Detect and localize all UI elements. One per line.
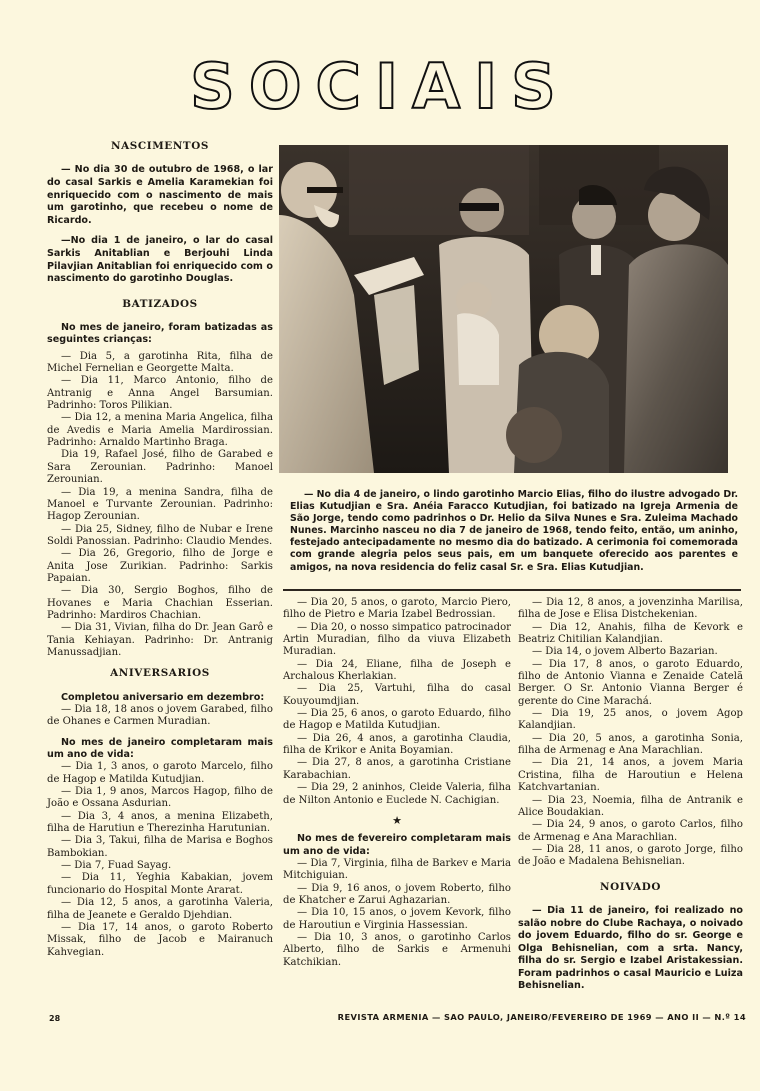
nascimento-item: — No dia 30 de outubro de 1968, o lar do casal Sarkis e Amelia Karamekian foi enriquecido com o nascimento de mais um garotinho, que recebeu o nome de Ricardo. [47,164,273,226]
aniversario-item: — Dia 7, Fuad Sayag. [61,860,172,872]
aniversario-item: — Dia 18, 18 anos o jovem Garabed, filho de Ohanes e Carmen Muradian. [47,704,273,728]
aniversario-item: — Dia 10, 15 anos, o jovem Kevork, filho de Haroutiun e Virginia Hassessian. [283,907,511,931]
batizado-item: — Dia 26, Gregorio, filho de Jorge e Anita Jose Zurikian. Padrinho: Sarkis Papaian. [47,548,273,584]
baptism-photo-illustration [279,145,728,473]
section-heading-aniversarios: ANIVERSARIOS [110,667,210,680]
batizado-item: — Dia 5, a garotinha Rita, filha de Michel Fernelian e Georgette Malta. [47,350,273,375]
photo-caption-text: — No dia 4 de janeiro, o lindo garotinho Marcio Elias, filho do ilustre advogado Dr. Elias Kutudjian e Sra. Anéia Faracco Kutudjian, foi batizado na Igreja Armenia de São Jorge, tendo como padrinhos o Dr. Helio da Silva Nunes e Sra. Zuleima Machado Nunes. Marcinho nasceu no dia 7 de janeiro de 1968, tendo feito, então, um aninho, festejado antecipadamente no mesmo dia do batizado. A cerimonia foi comemorada com grande alegria pelos seus pais, em um banquete oferecido aos parentes e amigos, na nova residencia do feliz casal Sr. e Sra. Elias Kutudjian. [290,489,738,573]
batizado-item: — Dia 19, a menina Sandra, filha de Manoel e Turvante Zerounian. Padrinho: Hagop Zerounian. [47,486,273,523]
aniversario-item: — Dia 20, 5 anos, o garoto, Marcio Piero, filho de Pietro e Maria Izabel Bedrossian. [283,597,511,621]
nascimento-item: —No dia 1 de janeiro, o lar do casal Sarkis Anitablian e Berjouhi Linda Pilavjian Anitablian foi enriquecido com o nascimento do garotinho Douglas. [47,235,273,285]
photo-caption [290,489,738,574]
aniversarios-fevereiro-lead: No mes de fevereiro completaram mais um ano de vida: [283,833,511,857]
batizado-item: — Dia 12, a menina Maria Angelica, filha de Avedis e Maria Amelia Mardirossian. Padrinho: Arnaldo Martinho Braga. [47,412,273,449]
section-heading-nascimentos: NASCIMENTOS [111,140,209,152]
aniversario-item: — Dia 3, Takui, filha de Marisa e Boghos Bambokian. [47,835,273,859]
aniversario-item: — Dia 10, 3 anos, o garotinho Carlos Alberto, filho de Sarkis e Armenuhi Katchikian. [283,931,511,968]
aniversario-item: — Dia 21, 14 anos, a jovem Maria Cristina, filha de Haroutiun e Helena Katchvartanian. [518,757,743,794]
aniversario-item: — Dia 19, 25 anos, o jovem Agop Kalandjian. [518,708,743,732]
aniversario-item: — Dia 11, Yeghia Kabakian, jovem funcionario do Hospital Monte Ararat. [47,872,273,896]
aniversario-item: — Dia 26, 4 anos, a garotinha Claudia, filha de Krikor e Anita Boyamian. [283,732,511,757]
aniversario-item: — Dia 23, Noemia, filha de Antranik e Alice Boudakian. [518,794,743,818]
aniversario-item: — Dia 24, Eliane, filha de Joseph e Archalous Kherlakian. [283,658,511,683]
section-heading-noivado: NOIVADO [600,880,661,893]
batizado-item: — Dia 31, Vivian, filha do Dr. Jean Garô e Tania Kehiayan. Padrinho: Dr. Antranig Manussadjian. [47,622,273,658]
aniversario-item: — Dia 17, 14 anos, o garoto Roberto Missak, filho de Jacob e Mairanuch Kahvegian. [47,921,273,958]
aniversario-item: — Dia 17, 8 anos, o garoto Eduardo, filho de Antonio Vianna e Zenaide Catelã Berger. O Sr. Antonio Vianna Berger é gerente do Cine Marachá. [518,658,743,707]
aniversario-item: — Dia 27, 8 anos, a garotinha Cristiane Karabachian. [283,757,511,781]
aniversario-item: — Dia 7, Virginia, filha de Barkev e Maria Mitchiguian. [283,857,511,882]
footer-masthead: REVISTA ARMENIA — SAO PAULO, JANEIRO/FEVEREIRO DE 1969 — ANO II — N.º 14 [337,1012,746,1022]
aniversario-item: — Dia 29, 2 aninhos, Cleide Valeria, filha de Nilton Antonio e Euclede N. Cachigian. [283,782,511,806]
aniversario-item: — Dia 25, Vartuhi, filha do casal Kouyoumdjian. [283,683,511,707]
aniversarios-dezembro-lead: Completou aniversario em dezembro: [61,691,265,703]
aniversario-item: — Dia 12, 5 anos, a garotinha Valeria, filha de Jeanete e Geraldo Djehdian. [47,897,273,921]
batizado-item: — Dia 30, Sergio Boghos, filho de Hovanes e Maria Chachian Esserian. Padrinho: Mardiros Chachian. [47,585,273,621]
aniversario-item: — Dia 12, Anahis, filha de Kevork e Beatriz Chitilian Kalandjian. [518,621,743,646]
middle-column [283,597,511,969]
section-heading-batizados: BATIZADOS [122,297,198,310]
aniversario-item: — Dia 14, o jovem Alberto Bazarian. [532,646,718,658]
batizado-item: Dia 19, Rafael José, filho de Garabed e Sara Zerounian. Padrinho: Manoel Zerounian. [47,449,273,486]
aniversario-item: — Dia 20, 5 anos, a garotinha Sonia, filha de Armenag e Ana Marachlian. [518,732,743,757]
aniversario-item: — Dia 1, 9 anos, Marcos Hagop, filho de João e Ossana Asdurian. [47,786,273,810]
aniversario-item: — Dia 1, 3 anos, o garoto Marcelo, filho de Hagop e Matilda Kutudjian. [47,761,273,785]
noivado-text: — Dia 11 de janeiro, foi realizado no salão nobre do Clube Rachaya, o noivado do jovem Eduardo, filho do sr. George e Olga Behisnelian, com a srta. Nancy, filha do sr. Sergio e Izabel Aristakessian. Foram padrinhos o casal Mauricio e Luiza Behisnelian. [518,904,743,992]
aniversario-item: — Dia 28, 11 anos, o garoto Jorge, filho de João e Madalena Behisnelian. [518,843,743,868]
star-separator: ★ [392,813,402,827]
aniversario-item: — Dia 12, 8 anos, a jovenzinha Marilisa, filha de Jose e Elisa Distchekenian. [518,597,743,621]
batizado-item: — Dia 11, Marco Antonio, filho de Antranig e Anna Angel Barsumian. Padrinho: Toros Pilikian. [47,375,273,412]
aniversario-item: — Dia 20, o nosso simpatico patrocinador Artin Muradian, filho da viuva Elizabeth Muradian. [283,621,511,658]
aniversario-item: — Dia 9, 16 anos, o jovem Roberto, filho de Khatcher e Zarui Aghazarian. [283,882,511,906]
batizados-lead: No mes de janeiro, foram batizadas as seguintes crianças: [47,322,273,346]
left-column [47,140,273,959]
section-divider [283,589,741,591]
aniversario-item: — Dia 25, 6 anos, o garoto Eduardo, filho de Hagop e Matilda Kutudjian. [283,708,511,732]
page-number: 28 [49,1014,61,1023]
aniversario-item: — Dia 3, 4 anos, a menina Elizabeth, filha de Harutiun e Therezinha Harutunian. [47,810,273,835]
page-title: SOCIAIS [190,50,570,123]
aniversarios-janeiro-lead: No mes de janeiro completaram mais um ano de vida: [47,736,273,761]
right-column [518,597,743,993]
baptism-photo [279,145,728,473]
batizado-item: — Dia 25, Sidney, filho de Nubar e Irene Soldi Panossian. Padrinho: Claudio Mendes. [47,523,273,547]
aniversario-item: — Dia 24, 9 anos, o garoto Carlos, filho de Armenag e Ana Marachlian. [518,819,743,843]
